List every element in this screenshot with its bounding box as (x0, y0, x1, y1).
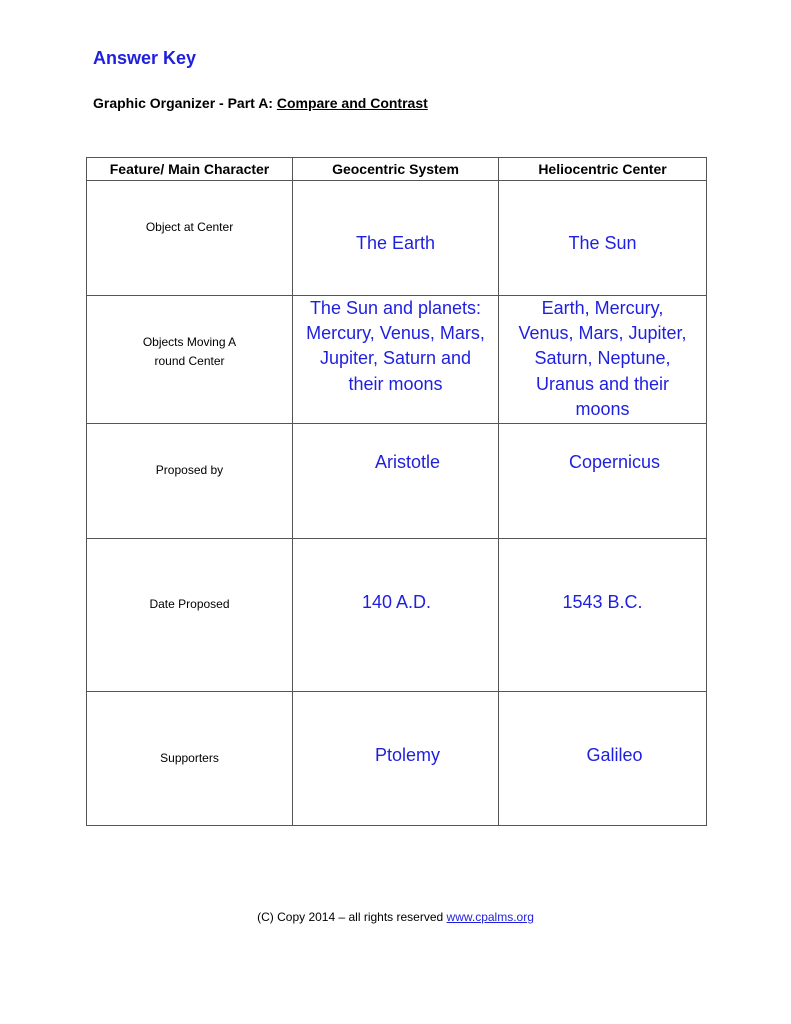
feature-label: round Center (154, 354, 225, 368)
heliocentric-answer: moons (575, 399, 630, 419)
table-row (87, 296, 707, 424)
geocentric-answer: their moons (348, 374, 443, 394)
geocentric-answer: Ptolemy (374, 745, 441, 765)
heliocentric-answer: Copernicus (568, 452, 661, 472)
geocentric-answer: Aristotle (374, 452, 441, 472)
heliocentric-answer: Uranus and their (535, 374, 670, 394)
heliocentric-answer: 1543 B.C. (562, 592, 643, 612)
subtitle-underlined: Compare and Contrast (276, 95, 428, 111)
heliocentric-answer: The Sun (568, 233, 637, 253)
header-geocentric: Geocentric System (293, 158, 499, 181)
heliocentric-answer: Earth, Mercury, (541, 298, 664, 318)
heliocentric-answer: Venus, Mars, Jupiter, (518, 323, 687, 343)
table-row (87, 181, 707, 296)
header-heliocentric: Heliocentric Center (499, 158, 707, 181)
geocentric-answer: The Earth (355, 233, 436, 253)
table-row (87, 692, 707, 826)
geocentric-answer: 140 A.D. (361, 592, 432, 612)
subtitle-prefix: Graphic Organizer - Part A: (93, 95, 277, 111)
heliocentric-answer: Galileo (586, 745, 643, 765)
header-feature: Feature/ Main Character (87, 158, 293, 181)
feature-label: Object at Center (145, 220, 234, 234)
feature-label: Date Proposed (149, 597, 230, 611)
feature-label: Proposed by (155, 463, 224, 477)
cpalms-link[interactable]: www.cpalms.org (446, 910, 534, 924)
geocentric-answer: Mercury, Venus, Mars, (306, 323, 485, 343)
compare-contrast-table (86, 157, 707, 826)
feature-label: Supporters (160, 751, 219, 765)
subtitle (93, 95, 428, 111)
table-header-row (87, 158, 707, 181)
heliocentric-answer: Saturn, Neptune, (534, 348, 671, 368)
geocentric-answer: Jupiter, Saturn and (319, 348, 472, 368)
copyright-text: (C) Copy 2014 – all rights reserved (257, 910, 447, 924)
footer (0, 910, 791, 924)
page-title: Answer Key (93, 48, 197, 68)
table-row (87, 539, 707, 692)
feature-label: Objects Moving A (142, 335, 237, 349)
geocentric-answer: The Sun and planets: (309, 298, 482, 318)
table-row (87, 424, 707, 539)
